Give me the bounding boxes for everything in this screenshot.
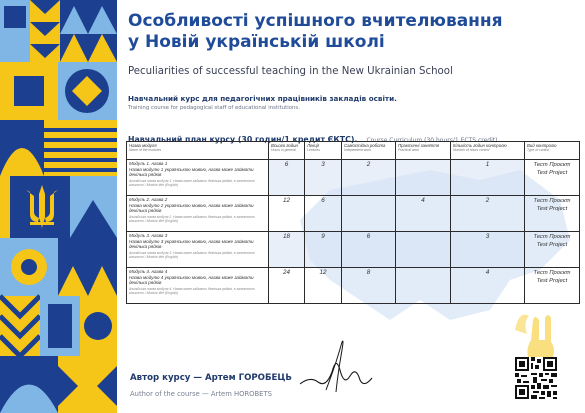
column-header: Всього годин Hours in general [269,142,305,160]
table-row [127,160,580,196]
lectures-cell: 12 [305,268,342,304]
total-hours-cell: 6 [269,160,305,196]
independent-cell: 2 [342,160,396,196]
table-row [127,268,580,304]
table-row [127,232,580,268]
module-cell: Модуль 1. назва 1 Назва модулю 1 українською мовою, назва може займати декілька рядків Англійська назва модуля 1. Назва може займати декілька рядків, в залежності кількості / Module title (English) [127,160,269,196]
course-title-english: Peculiarities of successful teaching in the New Ukrainian School [128,66,453,77]
trident-icon [22,182,62,232]
control-type-cell: Тест Проєкт Test Project [525,196,580,232]
qr-code-icon[interactable] [515,357,557,399]
course-title-line-2: у Новій українській школі [128,32,385,52]
module-cell: Модуль 3. назва 3 Назва модулю 3 українською мовою, назва може займати декілька рядків Англійська назва модуля 3. Назва може займати декілька рядків, в залежності кількості / Module title (English) [127,232,269,268]
practical-cell [396,160,451,196]
column-header: Назва модуля Name of the modules [127,142,269,160]
signature-icon [296,336,376,396]
control-hours-cell: 4 [451,268,525,304]
independent-cell: 8 [342,268,396,304]
curriculum-heading-ua: Навчальний план курсу (30 годин/1 кредит ЄКТС). [128,135,358,144]
course-title-line-1: Особливості успішного вчителювання [128,11,503,31]
table-header-row [127,142,580,160]
total-hours-cell: 24 [269,268,305,304]
practical-cell [396,232,451,268]
column-header: Кількість годин контролю Number of hours control [451,142,525,160]
lectures-cell: 9 [305,232,342,268]
practical-cell: 4 [396,196,451,232]
control-type-cell: Тест Проєкт Test Project [525,232,580,268]
control-hours-cell: 1 [451,160,525,196]
course-description-en: Training course for pedagogical staff of educational institutions. [128,105,300,111]
control-type-cell: Тест Проєкт Test Project [525,268,580,304]
decorative-pattern-panel [0,0,117,413]
column-header: Самостійна робота Independent work [342,142,396,160]
control-hours-cell: 3 [451,232,525,268]
practical-cell [396,268,451,304]
control-type-cell: Тест Проєкт Test Project [525,160,580,196]
total-hours-cell: 18 [269,232,305,268]
column-header: Практичні заняття Practical work [396,142,451,160]
independent-cell: 6 [342,232,396,268]
course-description-ua: Навчальний курс для педагогічних працівників закладів освіти. [128,94,397,103]
lectures-cell: 3 [305,160,342,196]
column-header: Вид контролю Type of control [525,142,580,160]
total-hours-cell: 12 [269,196,305,232]
course-title [128,11,548,53]
curriculum-heading-en: Course Curriculum (30 hours/1 ECTS credit). [366,137,500,144]
module-cell: Модуль 4. назва 4 Назва модулю 4 українською мовою, назва може займати декілька рядків Англійська назва модуля 4. Назва може займати декілька рядків, в залежності кількості / Module title (English) [127,268,269,304]
lectures-cell: 6 [305,196,342,232]
independent-cell [342,196,396,232]
table-row [127,196,580,232]
author-name-en: Author of the course — Artem HOROBETS [130,390,272,398]
column-header: Лекції Lectures [305,142,342,160]
module-cell: Модуль 2. назва 2 Назва модулю 2 українською мовою, назва може займати декілька рядків Англійська назва модуля 2. Назва може займати декілька рядків, в залежності кількості / Module title (English) [127,196,269,232]
author-name-ua: Автор курсу — Артем ГОРОБЕЦЬ [130,373,292,383]
curriculum-table [126,141,580,304]
control-hours-cell: 2 [451,196,525,232]
